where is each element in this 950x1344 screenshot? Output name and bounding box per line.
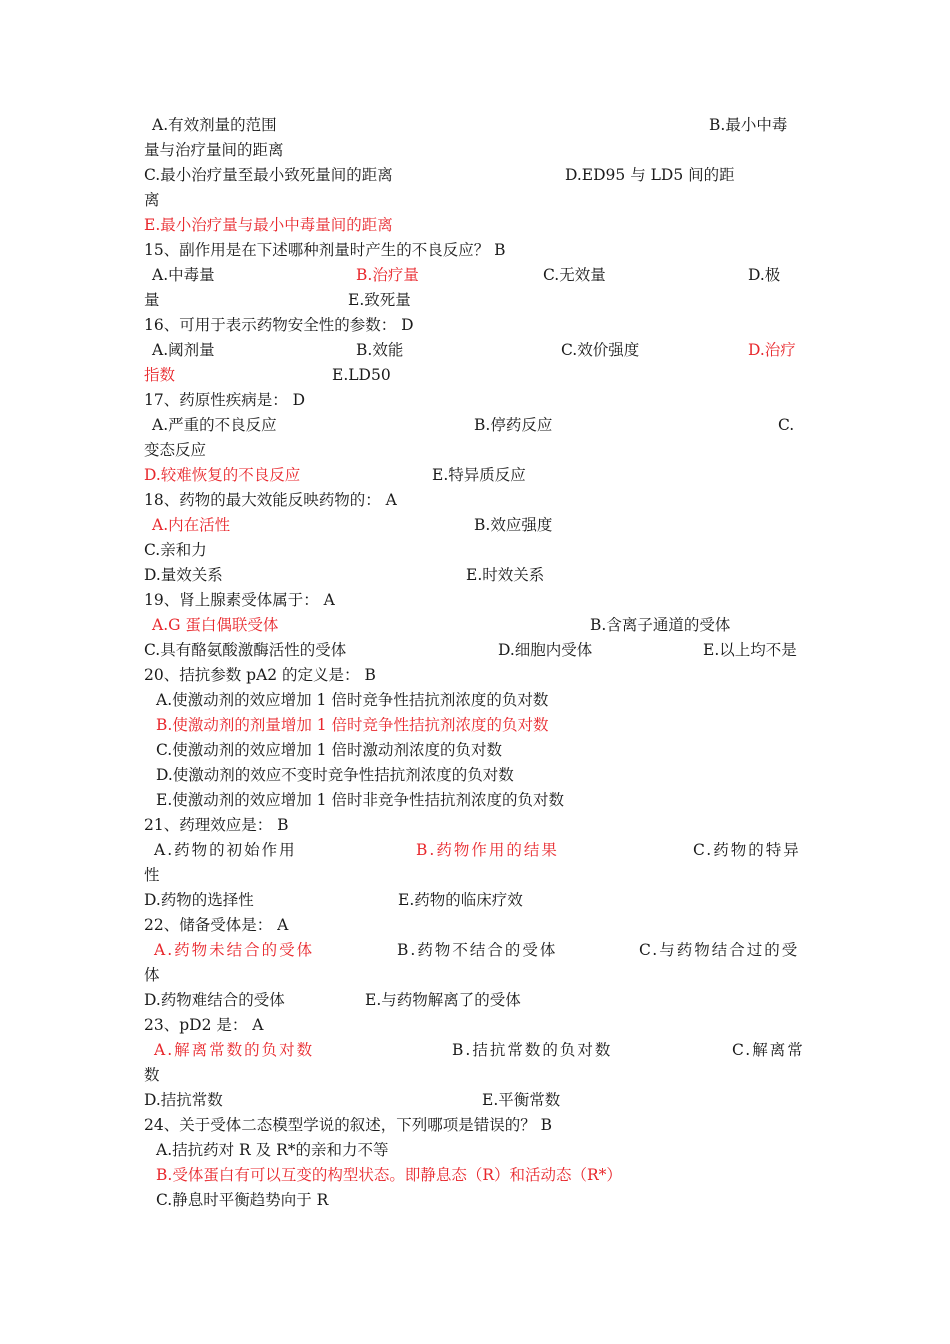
answer-text: A.解离常数的负对数	[154, 1041, 315, 1059]
text-line: A.严重的不良反应	[152, 416, 277, 434]
text-line: B.最小中毒	[709, 116, 788, 134]
text-line: A.拮抗药对 R 及 R*的亲和力不等	[156, 1141, 389, 1159]
text-line: 20、拮抗参数 pA2 的定义是： B	[144, 666, 376, 684]
text-line: E.特异质反应	[432, 466, 526, 484]
text-line: 体	[144, 966, 160, 984]
text-line: D.拮抗常数	[144, 1091, 223, 1109]
text-line: B.含离子通道的受体	[590, 616, 731, 634]
text-line: A.阈剂量	[152, 341, 215, 359]
answer-text: A.G 蛋白偶联受体	[152, 616, 279, 634]
text-line: E.与药物解离了的受体	[365, 991, 521, 1009]
answer-text: E.最小治疗量与最小中毒量间的距离	[144, 216, 393, 234]
text-line: D.极	[748, 266, 781, 284]
text-line: B.效应强度	[474, 516, 553, 534]
text-line: C.无效量	[543, 266, 606, 284]
text-line: 21、药理效应是： B	[144, 816, 289, 834]
text-line: 17、药原性疾病是： D	[144, 391, 306, 409]
text-line: 15、副作用是在下述哪种剂量时产生的不良反应？ B	[144, 241, 506, 259]
answer-text: B.药物作用的结果	[416, 841, 559, 859]
text-line: 性	[144, 866, 160, 884]
text-line: D.药物难结合的受体	[144, 991, 285, 1009]
answer-text: 指数	[144, 366, 176, 384]
answer-text: D.较难恢复的不良反应	[144, 466, 301, 484]
text-line: 23、pD2 是： A	[144, 1016, 264, 1034]
text-line: C.使激动剂的效应增加 1 倍时激动剂浓度的负对数	[156, 741, 502, 759]
text-line: 16、可用于表示药物安全性的参数： D	[144, 316, 414, 334]
text-line: C.具有酪氨酸激酶活性的受体	[144, 641, 347, 659]
text-line: E.以上均不是	[703, 641, 797, 659]
text-line: A.使激动剂的效应增加 1 倍时竞争性拮抗剂浓度的负对数	[156, 691, 549, 709]
text-line: E.LD50	[332, 366, 391, 384]
text-line: C.最小治疗量至最小致死量间的距离	[144, 166, 393, 184]
text-line: B.效能	[356, 341, 404, 359]
text-line: C.药物的特异	[693, 841, 801, 859]
text-line: E.使激动剂的效应增加 1 倍时非竞争性拮抗剂浓度的负对数	[156, 791, 564, 809]
text-line: B.药物不结合的受体	[397, 941, 558, 959]
text-line: 22、储备受体是： A	[144, 916, 289, 934]
text-line: D.量效关系	[144, 566, 223, 584]
text-line: 24、关于受体二态模型学说的叙述，下列哪项是错误的？ B	[144, 1116, 553, 1134]
text-line: B.停药反应	[474, 416, 553, 434]
text-line: A.有效剂量的范围	[152, 116, 277, 134]
text-line: C.与药物结合过的受	[639, 941, 800, 959]
answer-text: D.治疗	[748, 341, 796, 359]
text-line: C.亲和力	[144, 541, 207, 559]
answer-text: B.使激动剂的剂量增加 1 倍时竞争性拮抗剂浓度的负对数	[156, 716, 549, 734]
answer-text: B.治疗量	[356, 266, 419, 284]
text-line: D.ED95 与 LD5 间的距	[565, 166, 735, 184]
answer-text: A.药物未结合的受体	[154, 941, 315, 959]
text-line: D.细胞内受体	[498, 641, 593, 659]
text-line: C.效价强度	[561, 341, 640, 359]
text-line: E.平衡常数	[482, 1091, 561, 1109]
answer-text: A.内在活性	[152, 516, 231, 534]
text-line: B.拮抗常数的负对数	[452, 1041, 613, 1059]
text-line: 量与治疗量间的距离	[144, 141, 284, 159]
answer-text: B.受体蛋白有可以互变的构型状态。即静息态（R）和活动态（R*）	[156, 1166, 622, 1184]
text-line: D.使激动剂的效应不变时竞争性拮抗剂浓度的负对数	[156, 766, 514, 784]
text-line: 数	[144, 1066, 160, 1084]
text-line: D.药物的选择性	[144, 891, 254, 909]
text-line: C.	[778, 416, 795, 434]
text-line: A.中毒量	[152, 266, 215, 284]
text-line: 19、肾上腺素受体属于： A	[144, 591, 335, 609]
text-line: E.致死量	[348, 291, 411, 309]
text-line: A.药物的初始作用	[154, 841, 297, 859]
text-line: 18、药物的最大效能反映药物的： A	[144, 491, 397, 509]
text-line: C.解离常	[732, 1041, 805, 1059]
text-line: 离	[144, 191, 160, 209]
text-line: E.时效关系	[466, 566, 545, 584]
text-line: 量	[144, 291, 160, 309]
text-line: C.静息时平衡趋势向于 R	[156, 1191, 329, 1209]
text-line: 变态反应	[144, 441, 207, 459]
text-line: E.药物的临床疗效	[398, 891, 523, 909]
